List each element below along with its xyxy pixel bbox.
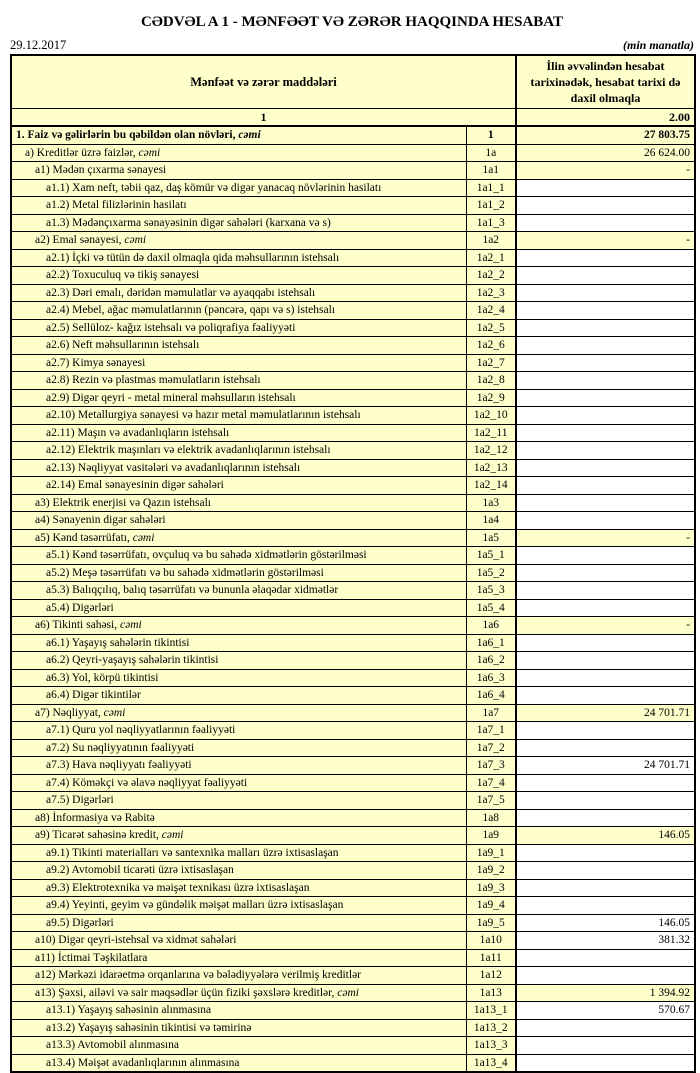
row-value [516,512,695,530]
row-code: 1a5_4 [466,599,516,617]
row-code: 1a1 [466,162,516,180]
row-code: 1a1_1 [466,179,516,197]
row-label: a2.12) Elektrik maşınları və elektrik avadanlıqlarının istehsalı [11,442,466,460]
row-value: 381.32 [516,932,695,950]
row-label: a1.2) Metal filizlərinin hasilatı [11,197,466,215]
table-row [11,389,695,407]
row-value [516,967,695,985]
table-row [11,459,695,477]
table-row [11,267,695,285]
row-code: 1a9_3 [466,879,516,897]
row-value: - [516,162,695,180]
row-value: 27 803.75 [516,126,695,144]
row-label: a10) Digər qeyri-istehsal və xidmət sahələri [11,932,466,950]
row-label: a2.9) Digər qeyri - metal mineral məhsulların istehsalı [11,389,466,407]
row-code: 1a6_2 [466,652,516,670]
table-row [11,967,695,985]
row-value [516,879,695,897]
row-code: 1a7_4 [466,774,516,792]
row-code: 1a5 [466,529,516,547]
row-code: 1a9_4 [466,897,516,915]
table-row [11,897,695,915]
row-value [516,582,695,600]
row-code: 1a9_2 [466,862,516,880]
row-label: a6.4) Digər tikintilər [11,687,466,705]
row-code: 1a7_2 [466,739,516,757]
row-value [516,844,695,862]
row-label: a13.4) Məişət avadanlıqlarının alınmasına [11,1054,466,1072]
row-code: 1a7 [466,704,516,722]
row-label: a1.3) Mədənçıxarma sənayəsinin digər sahələri (karxana və s) [11,214,466,232]
row-code: 1a9_1 [466,844,516,862]
value-column-header: İlin əvvəlindən hesabat tarixinədək, hesabat tarixi də daxil olmaqla [516,55,695,109]
table-row [11,949,695,967]
row-label: a2.3) Dəri emalı, dəridən məmulatlar və ayaqqabı istehsalı [11,284,466,302]
row-label: a11) İctimai Təşkilatlara [11,949,466,967]
table-row [11,1002,695,1020]
row-code: 1a9 [466,827,516,845]
row-value: - [516,232,695,250]
row-value [516,1054,695,1072]
row-value: 146.05 [516,914,695,932]
row-value [516,284,695,302]
row-label: a5.4) Digərləri [11,599,466,617]
table-row [11,144,695,162]
row-code: 1a10 [466,932,516,950]
row-code: 1a5_2 [466,564,516,582]
table-row [11,197,695,215]
row-label: a5) Kənd təsərrüfatı, cəmi [11,529,466,547]
table-row [11,862,695,880]
row-value [516,1019,695,1037]
row-label: a6.1) Yaşayış sahələrin tikintisi [11,634,466,652]
row-label: a12) Mərkəzi idarəetmə orqanlarına və bələdiyyələrə verilmiş kreditlər [11,967,466,985]
table-row [11,179,695,197]
row-code: 1a12 [466,967,516,985]
row-value [516,862,695,880]
row-code: 1a13_1 [466,1002,516,1020]
row-value: 26 624.00 [516,144,695,162]
row-label: a2) Emal sənayesi, cəmi [11,232,466,250]
table-row [11,494,695,512]
row-value [516,792,695,810]
unit-note: (min manatla) [622,38,694,52]
row-code: 1a2_8 [466,372,516,390]
row-code: 1a2_10 [466,407,516,425]
table-row [11,879,695,897]
table-row [11,792,695,810]
row-value [516,599,695,617]
row-code: 1a7_5 [466,792,516,810]
row-label: a7.2) Su nəqliyyatının fəaliyyəti [11,739,466,757]
row-label: a5.2) Meşə təsərrüfatı və bu sahədə xidmətlərin göstərilməsi [11,564,466,582]
row-code: 1a6_3 [466,669,516,687]
row-code: 1a2_1 [466,249,516,267]
row-code: 1a7_1 [466,722,516,740]
row-label: a2.2) Toxuculuq və tikiş sənayesi [11,267,466,285]
row-code: 1a3 [466,494,516,512]
row-value [516,652,695,670]
table-row [11,704,695,722]
row-value: 146.05 [516,827,695,845]
table-row [11,652,695,670]
table-row [11,827,695,845]
column-number-row [11,109,695,127]
row-label: a9.3) Elektrotexnika və məişət texnikası üzrə ixtisaslaşan [11,879,466,897]
row-code: 1a2 [466,232,516,250]
table-row [11,232,695,250]
row-label: a13) Şəxsi, ailəvi və sair məqsədlər üçün fiziki şəxslərə kreditlər, cəmi [11,984,466,1002]
row-label: a) Kreditlər üzrə faizlər, cəmi [11,144,466,162]
table-row [11,599,695,617]
table-row [11,739,695,757]
row-value [516,249,695,267]
table-row [11,809,695,827]
row-value: 1 394.92 [516,984,695,1002]
row-label: a2.14) Emal sənayesinin digər sahələri [11,477,466,495]
row-value [516,197,695,215]
row-label: a7.3) Hava nəqliyyatı fəaliyyəti [11,757,466,775]
table-row [11,249,695,267]
row-label: a7.5) Digərləri [11,792,466,810]
row-label: a2.10) Metallurgiya sənayesi və hazır metal məmulatlarının istehsalı [11,407,466,425]
row-value [516,809,695,827]
row-code: 1a1_3 [466,214,516,232]
row-label: a9.2) Avtomobil ticarəti üzrə ixtisaslaşan [11,862,466,880]
row-label: a6.2) Qeyri-yaşayış sahələrin tikintisi [11,652,466,670]
table-row [11,284,695,302]
row-label: a8) İnformasiya və Rabitə [11,809,466,827]
row-value [516,1037,695,1055]
row-code: 1a6 [466,617,516,635]
row-value [516,302,695,320]
table-row [11,582,695,600]
table-row [11,126,695,144]
row-value [516,669,695,687]
column-number-1: 1 [11,109,516,127]
row-code: 1a2_9 [466,389,516,407]
table-row [11,1054,695,1072]
row-code: 1a2_2 [466,267,516,285]
column-number-2: 2.00 [516,109,695,127]
row-code: 1a8 [466,809,516,827]
row-code: 1a13_2 [466,1019,516,1037]
report-date: 29.12.2017 [10,38,67,52]
table-row [11,407,695,425]
row-value [516,424,695,442]
table-row [11,634,695,652]
row-label: a5.1) Kənd təsərrüfatı, ovçuluq və bu sahədə xidmətlərin göstərilməsi [11,547,466,565]
row-code: 1 [466,126,516,144]
header-row [11,55,695,109]
row-label: a9.1) Tikinti materialları və santexnika malları üzrə ixtisaslaşan [11,844,466,862]
row-label: a9.5) Digərləri [11,914,466,932]
row-code: 1a2_4 [466,302,516,320]
report-page [0,14,700,1073]
row-value [516,564,695,582]
page-title: CƏDVƏL A 1 - MƏNFƏƏT VƏ ZƏRƏR HAQQINDA HESABAT [140,14,564,30]
row-label: a1.1) Xam neft, təbii qaz, daş kömür və digər yanacaq növlərinin hasilatı [11,179,466,197]
row-code: 1a6_1 [466,634,516,652]
row-label: a7.4) Köməkçi və əlavə nəqliyyat fəaliyyəti [11,774,466,792]
table-row [11,687,695,705]
row-code: 1a13_4 [466,1054,516,1072]
row-value [516,179,695,197]
table-row [11,547,695,565]
row-value [516,407,695,425]
row-label: a7.1) Quru yol nəqliyyatlarının fəaliyyəti [11,722,466,740]
profit-loss-table [10,54,696,1073]
table-row [11,424,695,442]
row-value [516,547,695,565]
row-value [516,354,695,372]
table-row [11,669,695,687]
row-label: a13.3) Avtomobil alınmasına [11,1037,466,1055]
table-row [11,564,695,582]
row-code: 1a13 [466,984,516,1002]
row-value [516,739,695,757]
table-row [11,214,695,232]
row-value [516,897,695,915]
table-row [11,1037,695,1055]
row-value [516,477,695,495]
row-label: a2.1) İçki və tütün də daxil olmaqla qida məhsullarının istehsalı [11,249,466,267]
table-row [11,757,695,775]
table-body [11,126,695,1072]
row-label: a2.5) Sellüloz- kağız istehsalı və poliqrafiya fəaliyyəti [11,319,466,337]
row-code: 1a2_14 [466,477,516,495]
table-row [11,529,695,547]
row-value [516,337,695,355]
row-code: 1a2_12 [466,442,516,460]
row-code: 1a2_7 [466,354,516,372]
row-value [516,722,695,740]
table-row [11,162,695,180]
row-label: a13.1) Yaşayış sahəsinin alınmasına [11,1002,466,1020]
table-row [11,354,695,372]
table-row [11,1019,695,1037]
table-row [11,932,695,950]
row-value [516,687,695,705]
row-label: a13.2) Yaşayış sahəsinin tikintisi və təmirinə [11,1019,466,1037]
row-label: a4) Sənayenin digər sahələri [11,512,466,530]
row-label: a2.6) Neft məhsullarının istehsalı [11,337,466,355]
table-row [11,844,695,862]
row-label: a7) Nəqliyyat, cəmi [11,704,466,722]
table-row [11,337,695,355]
table-row [11,774,695,792]
row-code: 1a2_13 [466,459,516,477]
table-row [11,319,695,337]
row-code: 1a7_3 [466,757,516,775]
table-row [11,512,695,530]
table-row [11,477,695,495]
row-label: a6.3) Yol, körpü tikintisi [11,669,466,687]
row-code: 1a1_2 [466,197,516,215]
row-value [516,634,695,652]
row-code: 1a5_1 [466,547,516,565]
row-value [516,442,695,460]
row-value [516,949,695,967]
table-row [11,442,695,460]
row-label: a2.8) Rezin və plastmas məmulatların istehsalı [11,372,466,390]
row-code: 1a11 [466,949,516,967]
row-code: 1a13_3 [466,1037,516,1055]
row-code: 1a2_5 [466,319,516,337]
row-value [516,774,695,792]
row-code: 1a5_3 [466,582,516,600]
row-value: - [516,617,695,635]
row-value [516,214,695,232]
row-value: 24 701.71 [516,757,695,775]
row-value: - [516,529,695,547]
row-value [516,494,695,512]
row-label: a6) Tikinti sahəsi, cəmi [11,617,466,635]
table-row [11,984,695,1002]
row-label: a1) Mədən çıxarma sənayesi [11,162,466,180]
table-row [11,722,695,740]
row-value [516,459,695,477]
report-meta [10,38,694,53]
row-code: 1a4 [466,512,516,530]
table-row [11,302,695,320]
row-label: a2.13) Nəqliyyat vasitələri və avadanlıqlarının istehsalı [11,459,466,477]
row-label: a3) Elektrik enerjisi və Qazın istehsalı [11,494,466,512]
items-column-header: Mənfəət və zərər maddələri [11,55,516,109]
row-label: a2.11) Maşın və avadanlıqların istehsalı [11,424,466,442]
row-code: 1a9_5 [466,914,516,932]
row-label: a2.7) Kimya sənayesi [11,354,466,372]
row-value: 24 701.71 [516,704,695,722]
row-code: 1a2_6 [466,337,516,355]
row-label: a5.3) Balıqçılıq, balıq təsərrüfatı və bununla əlaqədar xidmətlər [11,582,466,600]
row-value: 570.67 [516,1002,695,1020]
table-row [11,372,695,390]
row-value [516,389,695,407]
table-row [11,914,695,932]
row-code: 1a2_3 [466,284,516,302]
row-code: 1a6_4 [466,687,516,705]
row-value [516,267,695,285]
row-label: a2.4) Mebel, ağac məmulatlarının (pəncərə, qapı və s) istehsalı [11,302,466,320]
row-label: a9) Ticarət sahəsinə kredit, cəmi [11,827,466,845]
row-value [516,319,695,337]
table-row [11,617,695,635]
row-code: 1a2_11 [466,424,516,442]
row-label: 1. Faiz və gəlirlərin bu qəbildən olan növləri, cəmi [11,126,466,144]
row-code: 1a [466,144,516,162]
row-label: a9.4) Yeyinti, geyim və gündəlik məişət malları üzrə ixtisaslaşan [11,897,466,915]
row-value [516,372,695,390]
